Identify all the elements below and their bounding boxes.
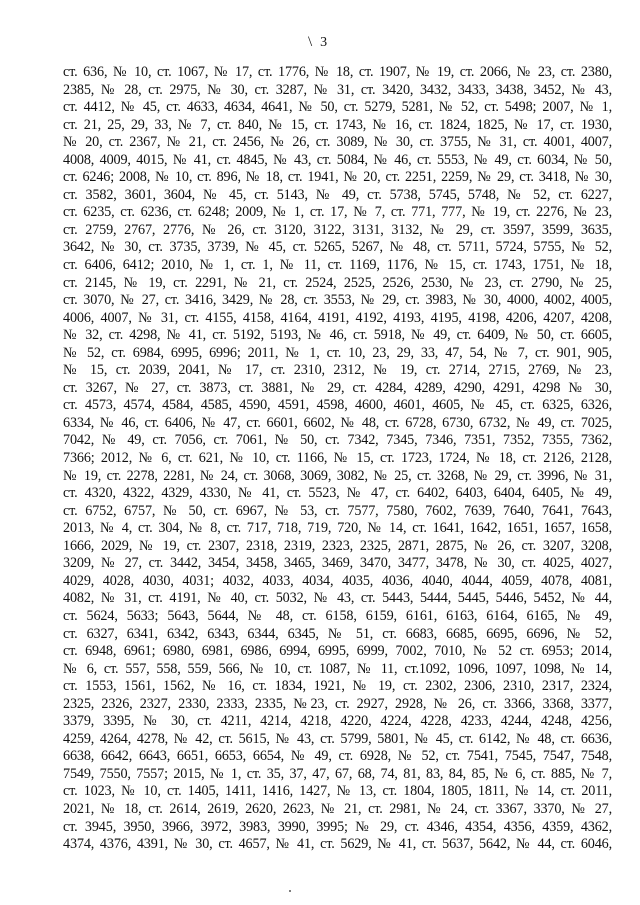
text-line: № 15, ст. 2039, 2041, № 17, ст. 2310, 2312, № 19, ст. 2714, 2715, 2769, № 23, [63, 362, 612, 379]
text-line: ст. 2145, № 19, ст. 2291, № 21, ст. 2524, 2525, 2526, 2530, № 23, ст. 2790, № 25, [63, 274, 612, 291]
text-line: ст. 6327, 6341, 6342, 6343, 6344, 6345, № 51, ст. 6683, 6685, 6695, 6696, № 52, [63, 625, 612, 642]
text-line: № 32, ст. 4298, № 41, ст. 5192, 5193, № 46, ст. 5918, № 49, ст. 6409, № 50, ст. 6605, [63, 327, 612, 344]
text-line: 2021, № 18, ст. 2614, 2619, 2620, 2623, № 21, ст. 2981, № 24, ст. 3367, 3370, № 27, [63, 800, 612, 817]
text-line: 3379, 3395, № 30, ст. 4211, 4214, 4218, 4220, 4224, 4228, 4233, 4244, 4248, 4256, [63, 713, 612, 730]
text-line: 1666, 2029, № 19, ст. 2307, 2318, 2319, 2323, 2325, 2871, 2875, № 26, ст. 3207, 3208, [63, 537, 612, 554]
text-line: № 6, ст. 557, 558, 559, 566, № 10, ст. 1087, № 11, ст.1092, 1096, 1097, 1098, № 14, [63, 660, 612, 677]
text-line: 4006, 4007, № 31, ст. 4155, 4158, 4164, 4191, 4192, 4193, 4195, 4198, 4206, 4207, 4208, [63, 309, 612, 326]
text-line: ст. 2759, 2767, 2776, № 26, ст. 3120, 3122, 3131, 3132, № 29, ст. 3597, 3599, 3635, [63, 221, 612, 238]
text-line: ст. 3945, 3950, 3966, 3972, 3983, 3990, 3995; № 29, ст. 4346, 4354, 4356, 4359, 4362, [63, 818, 612, 835]
text-line: ст. 3582, 3601, 3604, № 45, ст. 5143, № 49, ст. 5738, 5745, 5748, № 52, ст. 6227, [63, 186, 612, 203]
text-line: 7549, 7550, 7557; 2015, № 1, ст. 35, 37, 47, 67, 68, 74, 81, 83, 84, 85, № 6, ст. 885, № 7, [63, 765, 612, 782]
text-line: ст. 1023, № 10, ст. 1405, 1411, 1416, 1427, № 13, ст. 1804, 1805, 1811, № 14, ст. 2011, [63, 783, 612, 800]
text-line: ст. 3267, № 27, ст. 3873, ст. 3881, № 29, ст. 4284, 4289, 4290, 4291, 4298 № 30, [63, 379, 612, 396]
page-header [308, 34, 327, 51]
text-line: ст. 6235, ст. 6236, ст. 6248; 2009, № 1, ст. 17, № 7, ст. 771, 777, № 19, ст. 2276, № 23, [63, 204, 612, 221]
text-line: 4259, 4264, 4278, № 42, ст. 5615, № 43, ст. 5799, 5801, № 45, ст. 6142, № 48, ст. 6636, [63, 730, 612, 747]
handwritten-mark: \ [308, 34, 313, 50]
scan-speck [289, 890, 291, 892]
text-line: 6638, 6642, 6643, 6651, 6653, 6654, № 49, ст. 6928, № 52, ст. 7541, 7545, 7547, 7548, [63, 748, 612, 765]
text-line: 3642, № 30, ст. 3735, 3739, № 45, ст. 5265, 5267, № 48, ст. 5711, 5724, 5755, № 52, [63, 239, 612, 256]
page-number: 3 [320, 35, 328, 50]
text-line: ст. 6948, 6961; 6980, 6981, 6986, 6994, 6995, 6999, 7002, 7010, № 52 ст. 6953; 2014, [63, 643, 612, 660]
text-line: № 20, ст. 2367, № 21, ст. 2456, № 26, ст. 3089, № 30, ст. 3755, № 31, ст. 4001, 4007, [63, 134, 612, 151]
text-line: 6334, № 46, ст. 6406, № 47, ст. 6601, 6602, № 48, ст. 6728, 6730, 6732, № 49, ст. 7025, [63, 414, 612, 431]
text-line: ст. 6752, 6757, № 50, ст. 6967, № 53, ст. 7577, 7580, 7602, 7639, 7640, 7641, 7643, [63, 502, 612, 519]
text-line: 4029, 4028, 4030, 4031; 4032, 4033, 4034, 4035, 4036, 4040, 4044, 4059, 4078, 4081, [63, 572, 612, 589]
text-line: ст. 4412, № 45, ст. 4633, 4634, 4641, № 50, ст. 5279, 5281, № 52, ст. 5498; 2007, № 1, [63, 99, 612, 116]
text-line: 2385, № 28, ст. 2975, № 30, ст. 3287, № 31, ст. 3420, 3432, 3433, 3438, 3452, № 43, [63, 81, 612, 98]
text-line: ст. 636, № 10, ст. 1067, № 17, ст. 1776, № 18, ст. 1907, № 19, ст. 2066, № 23, ст. 2380, [63, 64, 612, 80]
text-line: ст. 4573, 4574, 4584, 4585, 4590, 4591, 4598, 4600, 4601, 4605, № 45, ст. 6325, 6326, [63, 397, 612, 414]
text-line: ст. 21, 25, 29, 33, № 7, ст. 840, № 15, ст. 1743, № 16, ст. 1824, 1825, № 17, ст. 1930, [63, 116, 612, 133]
text-line: № 19, ст. 2278, 2281, № 24, ст. 3068, 3069, 3082, № 25, ст. 3268, № 29, ст. 3996, № 31, [63, 467, 612, 484]
text-line: ст. 4320, 4322, 4329, 4330, № 41, ст. 5523, № 47, ст. 6402, 6403, 6404, 6405, № 49, [63, 485, 612, 502]
text-line: ст. 6406, 6412; 2010, № 1, ст. 1, № 11, ст. 1169, 1176, № 15, ст. 1743, 1751, № 18, [63, 257, 612, 274]
text-line: 4008, 4009, 4015, № 41, ст. 4845, № 43, ст. 5084, № 46, ст. 5553, № 49, ст. 6034, № 50, [63, 151, 612, 168]
text-line: 4082, № 31, ст. 4191, № 40, ст. 5032, № 43, ст. 5443, 5444, 5445, 5446, 5452, № 44, [63, 590, 612, 607]
text-line: ст. 1553, 1561, 1562, № 16, ст. 1834, 1921, № 19, ст. 2302, 2306, 2310, 2317, 2324, [63, 678, 612, 695]
text-line: 7366; 2012, № 6, ст. 621, № 10, ст. 1166, № 15, ст. 1723, 1724, № 18, ст. 2126, 2128, [63, 450, 612, 467]
text-line: № 52, ст. 6984, 6995, 6996; 2011, № 1, ст. 10, 23, 29, 33, 47, 54, № 7, ст. 901, 905, [63, 344, 612, 361]
text-line: 3209, № 27, ст. 3442, 3454, 3458, 3465, 3469, 3470, 3477, 3478, № 30, ст. 4025, 4027, [63, 555, 612, 572]
text-line [63, 854, 612, 872]
text-line: 7042, № 49, ст. 7056, ст. 7061, № 50, ст. 7342, 7345, 7346, 7351, 7352, 7355, 7362, [63, 432, 612, 449]
document-body [63, 64, 612, 871]
text-line: 2013, № 4, ст. 304, № 8, ст. 717, 718, 719, 720, № 14, ст. 1641, 1642, 1651, 1657, 1658, [63, 520, 612, 537]
text-line: ст. 5624, 5633; 5643, 5644, № 48, ст. 6158, 6159, 6161, 6163, 6164, 6165, № 49, [63, 607, 612, 624]
text-line: ст. 6246; 2008, № 10, ст. 896, № 18, ст. 1941, № 20, ст. 2251, 2259, № 29, ст. 3418, № 30, [63, 169, 612, 186]
text-line: 2325, 2326, 2327, 2330, 2333, 2335, №23, ст. 2927, 2928, № 26, ст. 3366, 3368, 3377, [63, 695, 612, 712]
text-line: 4374, 4376, 4391, № 30, ст. 4657, № 41, ст. 5629, № 41, ст. 5637, 5642, № 44, ст. 6046, [63, 836, 612, 853]
text-line: ст. 3070, № 27, ст. 3416, 3429, № 28, ст. 3553, № 29, ст. 3983, № 30, 4000, 4002, 4005, [63, 292, 612, 309]
